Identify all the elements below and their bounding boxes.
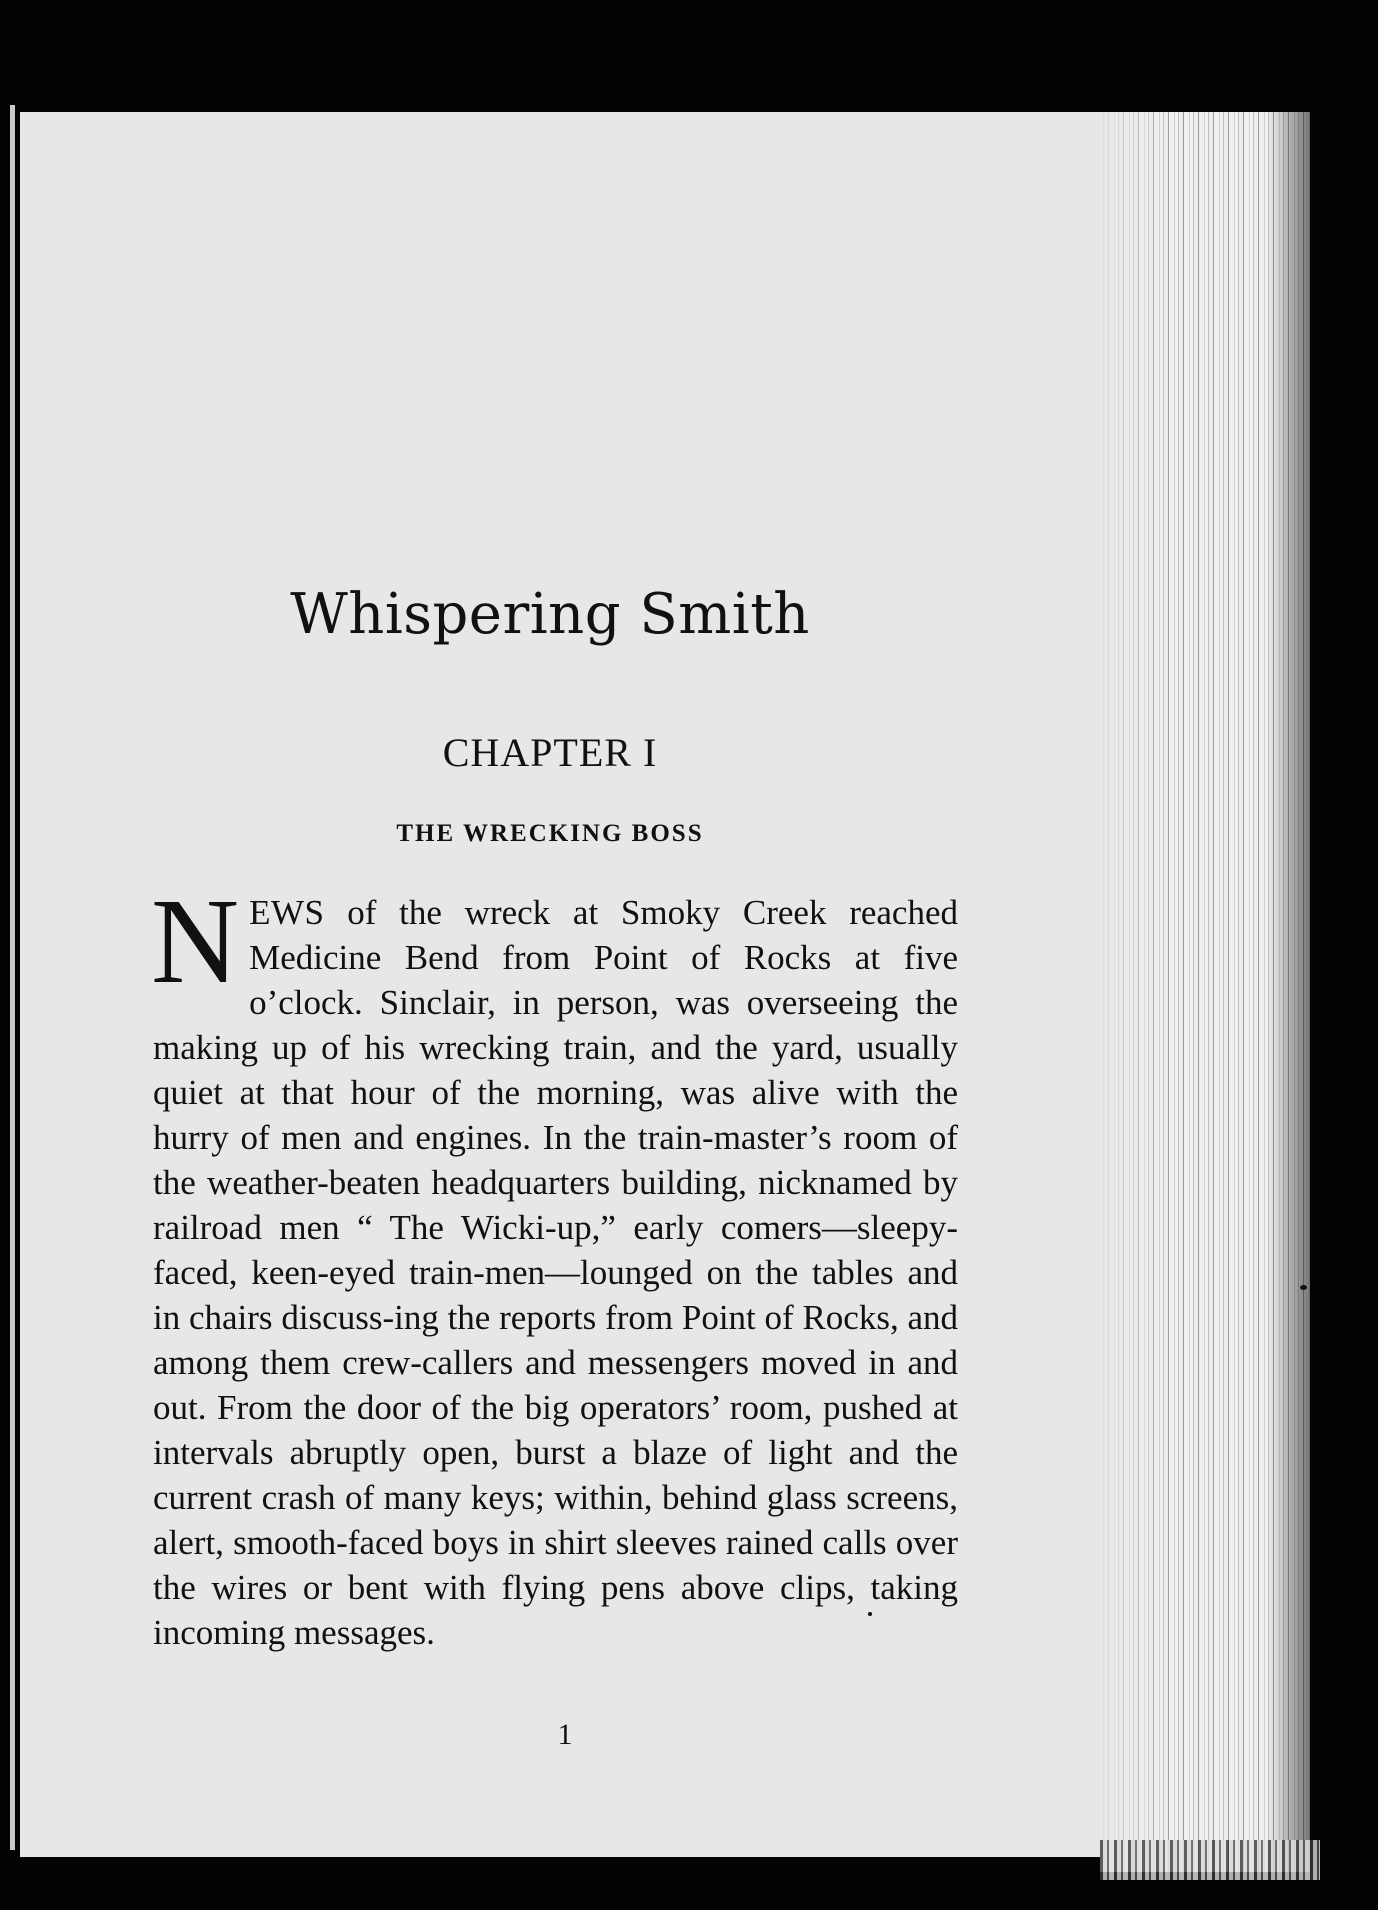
page-stack-bottom: [1100, 1840, 1320, 1880]
book-title: Whispering Smith: [290, 582, 810, 647]
paragraph-text: of the wreck at Smoky Creek reached Medicine Bend from Point of Rocks at five o’clock. Sinclair, in person, was overseeing the making up of his wrecking train, and the yard, usually quiet at that hour of the morning, was alive with the hurry of men and engines. In the train-master’s room of the weather-beaten headquarters building, nicknamed by railroad men “ The Wicki-up,” early comers—sleepy-faced, keen-eyed train-men—lounged on the tables and in chairs discuss-ing the reports from Point of Rocks, and among them crew-callers and messengers moved in and out. From the door of the big operators’ room, pushed at intervals abruptly open, burst a blaze of light and the current crash of many keys; within, behind glass screens, alert, smooth-faced boys in shirt sleeves rained calls over the wires or bent with flying pens above clips, taking incoming messages.: [153, 893, 958, 1652]
first-word-rest: EWS: [249, 893, 325, 932]
page-sheet: [20, 112, 1105, 1857]
opening-paragraph: [151, 874, 958, 1655]
chapter-heading: CHAPTER I: [442, 730, 658, 775]
chapter-title: THE WRECKING BOSS: [396, 820, 704, 847]
left-page-edge: [10, 105, 15, 1850]
page-number: 1: [557, 1718, 573, 1751]
page-stack-edges: [1100, 112, 1310, 1872]
drop-cap: N: [151, 874, 240, 1009]
ink-speck: [868, 1612, 872, 1616]
ink-speck: [1300, 1285, 1307, 1290]
